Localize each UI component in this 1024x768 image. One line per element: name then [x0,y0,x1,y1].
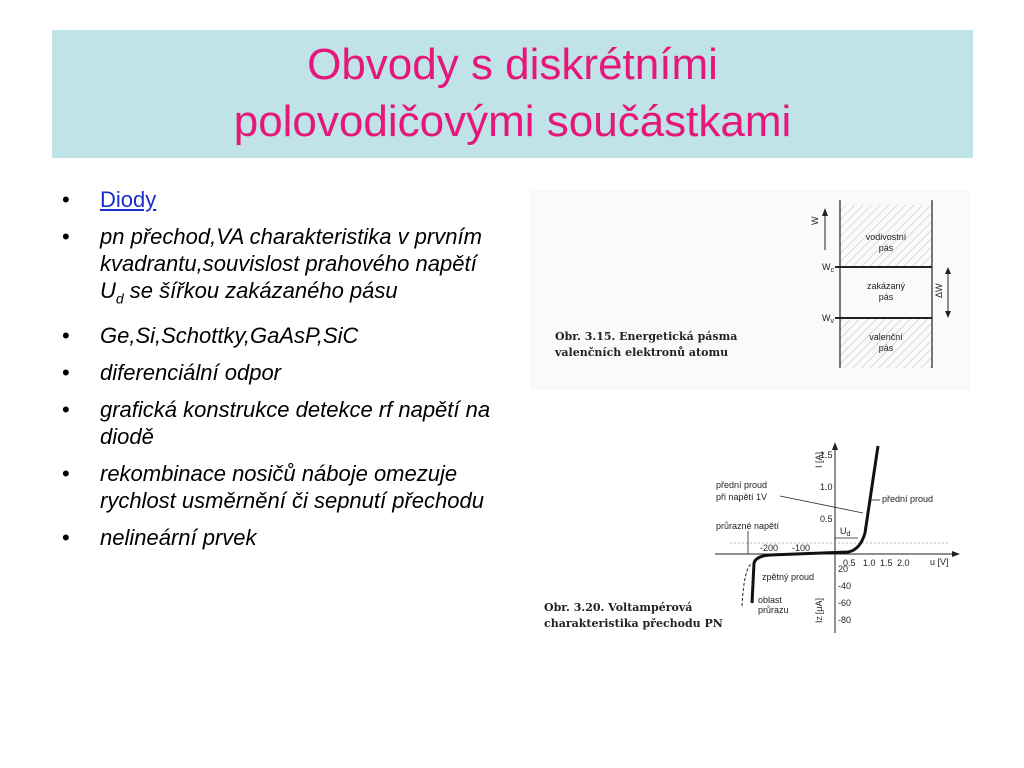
bullet-dot: • [62,525,70,551]
bullet-text-materials: Ge,Si,Schottky,GaAsP,SiC [100,323,359,349]
breakdown-area-label-2: průrazu [758,605,789,615]
forbidden-band-label-2: pás [878,292,894,302]
figure2-caption-line-2: charakteristika přechodu PN [544,617,723,630]
y-axis-bottom-label: IZ[μA] [814,598,824,623]
reverse-current-label: zpětný proud [762,572,815,582]
bullet-item-recomb [62,460,502,514]
bullet-text-pn-part2: se šířkou zakázaného pásu [123,278,398,303]
energy-band-figure [530,190,970,390]
y-tick-40: -40 [838,581,852,591]
x-tick-1-0: 1.0 [863,558,876,568]
figure1-caption-line-2: valenčních elektronů atomu [555,346,729,359]
bullet-text-graphic: grafická konstrukce detekce rf napětí na diodě [100,397,491,450]
bullet-text-pn [100,224,482,307]
delta-w-label: ΔW [934,283,944,298]
bullet-text-diff: diferenciální odpor [100,360,282,386]
y-tick-20: 20 [838,564,849,574]
x-tick-2-0: 2.0 [897,558,910,568]
bullet-item-nonlinear [62,524,502,551]
breakdown-area-label-1: oblast [758,595,783,605]
wv-label: $W_v$ [822,313,834,325]
forward-current-label-2: při napětí 1V [716,492,768,502]
forbidden-band-label-1: zakázaný [866,281,906,291]
slide-title-line-1: Obvody s diskrétními [307,40,718,89]
conduction-band-label-2: pás [878,243,894,253]
diody-link[interactable]: Diody [100,187,157,212]
bullet-text-nonlinear: nelineární prvek [100,525,257,551]
conduction-band-label-1: vodivostní [865,232,907,242]
bullet-dot: • [62,224,70,249]
bullet-item-pn [62,223,502,312]
figure1-caption-line-1: Obr. 3.15. Energetická pásma [555,330,738,343]
bullet-dot: • [62,360,70,386]
bullet-item-diff [62,359,502,386]
slide-title [52,36,973,150]
bullet-dot: • [62,397,70,423]
va-characteristic-figure [530,438,970,638]
bullet-item-graphic [62,396,502,450]
figure2-caption-line-1: Obr. 3.20. Voltampérová [544,601,693,614]
y-axis-top-label: I [A] [814,451,824,468]
valence-band-label-2: pás [878,343,894,353]
bullet-dot: • [62,461,70,487]
x-tick-minus-200: -200 [760,543,779,553]
y-tick-80: -80 [838,615,852,625]
bullet-text-recomb: rekombinace nosičů náboje omezuje rychlost usměrnění či sepnutí přechodu [100,461,484,514]
y-tick-0-5: 0.5 [820,514,833,524]
forward-current-right-label: přední proud [882,494,934,504]
y-tick-1-5: 1.5 [820,450,833,460]
forward-current-label-1: přední proud [716,480,768,490]
valence-band-label-1: valenční [869,332,903,342]
w-axis-label: W [810,216,820,225]
breakdown-voltage-label: průrazné napětí [716,521,780,531]
bullet-dot: • [62,323,70,349]
x-tick-minus-100: -100 [792,543,811,553]
y-tick-60: -60 [838,598,852,608]
wc-label: $W_c$ [822,262,834,274]
slide-title-line-2: polovodičovými součástkami [233,97,792,146]
x-tick-0-5: 0.5 [843,558,856,568]
bullet-dot: • [62,187,70,212]
bullet-list [62,186,502,561]
ud-label: $U_d$ [840,526,851,538]
ud-subscript: d [115,290,124,307]
bullet-item-materials [62,322,502,349]
bullet-item-diody [62,186,502,213]
x-axis-label: u [V] [930,557,949,567]
x-tick-1-5: 1.5 [880,558,893,568]
bullet-text-pn-part1: pn přechod,VA charakteristika v prvním kvadrantu,souvislost prahového napětí U [100,224,482,303]
y-tick-1-0: 1.0 [820,482,833,492]
